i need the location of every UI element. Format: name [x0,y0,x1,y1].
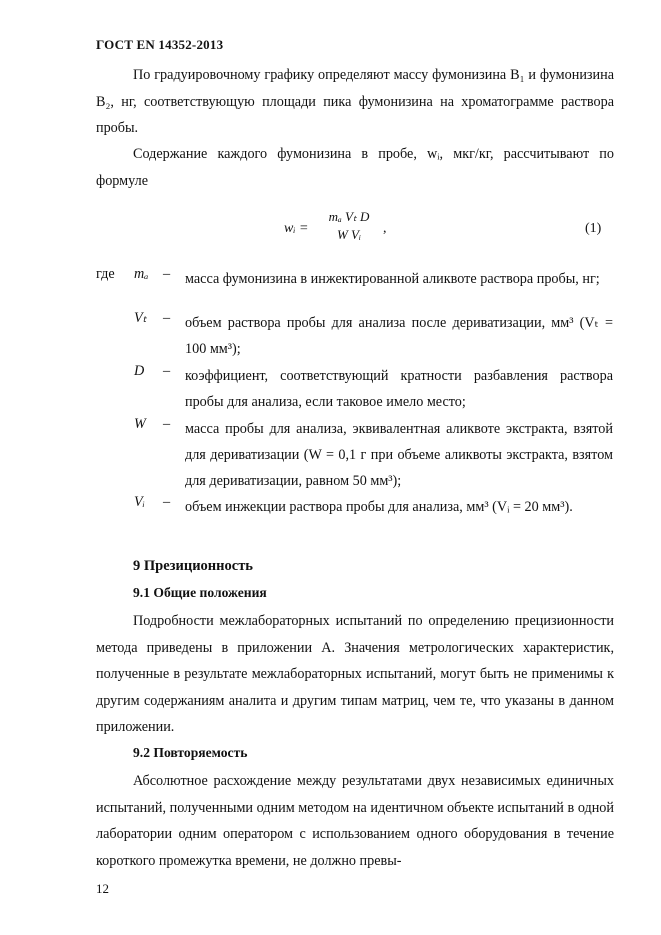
formula-comma: , [383,221,387,236]
formula-fraction [318,208,380,244]
definition-text: объем инжекции раствора пробы для анализа, мм³ (Vᵢ = 20 мм³). [185,499,573,515]
definition-text: коэффициент, соответствующий кратности разбавления раствора пробы для анализа, если таковое имело место; [185,368,613,410]
definition-dash: – [163,266,171,282]
definition-dash: – [163,310,171,326]
subsection-heading-9-2: 9.2 Повторяемость [133,745,248,760]
paragraph-general-provisions: Подробности межлабораторных испытаний по определению прецизионности метода приведены в приложении А. Значения метрологических характеристик, полученные в результате межлабораторных испытаний, могут быть не применимы к другим содержаниям аналита и другим типам матриц, чем те, что указаны в данном приложении. [96,613,614,735]
definition-symbol: Vᵢ [134,494,145,510]
definition-symbol: mₐ [134,266,149,282]
document-header: ГОСТ EN 14352-2013 [96,37,224,52]
definition-text: объем раствора пробы для анализа после дериватизации, мм³ (Vₜ = 100 мм³); [185,315,613,357]
definition-dash: – [163,494,171,510]
formula-lhs: wᵢ = [284,221,309,236]
section-heading-9: 9 Презиционность [133,558,253,574]
formula-numerator: mₐ Vₜ D [328,209,370,224]
definition-symbol: D [134,363,145,379]
definition-dash: – [163,363,171,379]
definition-text: масса фумонизина в инжектированной аликвоте раствора пробы, нг; [185,271,600,287]
definition-symbol: Vₜ [134,310,147,326]
definition-dash: – [163,416,171,432]
paragraph-calibration: По градуировочному графику определяют массу фумонизина B₁ и фумонизина B₂, нг, соответствующую площади пика фумонизина на хроматограмме раствора пробы. [96,67,614,136]
definition-symbol: W [134,416,146,432]
page-number: 12 [96,881,109,896]
subsection-heading-9-1: 9.1 Общие положения [133,585,267,600]
definition-text: масса пробы для анализа, эквивалентная аликвоте экстракта, взятой для дериватизации (W = 0,1 г при объеме аликвоты экстракта, взятом для дериватизации, равном 50 мм³); [185,421,613,489]
paragraph-content-formula: Содержание каждого фумонизина в пробе, wᵢ, мкг/кг, рассчитывают по формуле [96,146,614,189]
paragraph-repeatability: Абсолютное расхождение между результатами двух независимых единичных испытаний, полученными одним методом на идентичном объекте испытаний в одной лаборатории одним оператором с использованием одного оборудования в течение короткого промежутка времени, не должно превы- [96,773,614,869]
where-word: где [96,266,115,282]
formula-denominator: W Vᵢ [336,227,362,242]
equation-number: (1) [585,221,602,236]
